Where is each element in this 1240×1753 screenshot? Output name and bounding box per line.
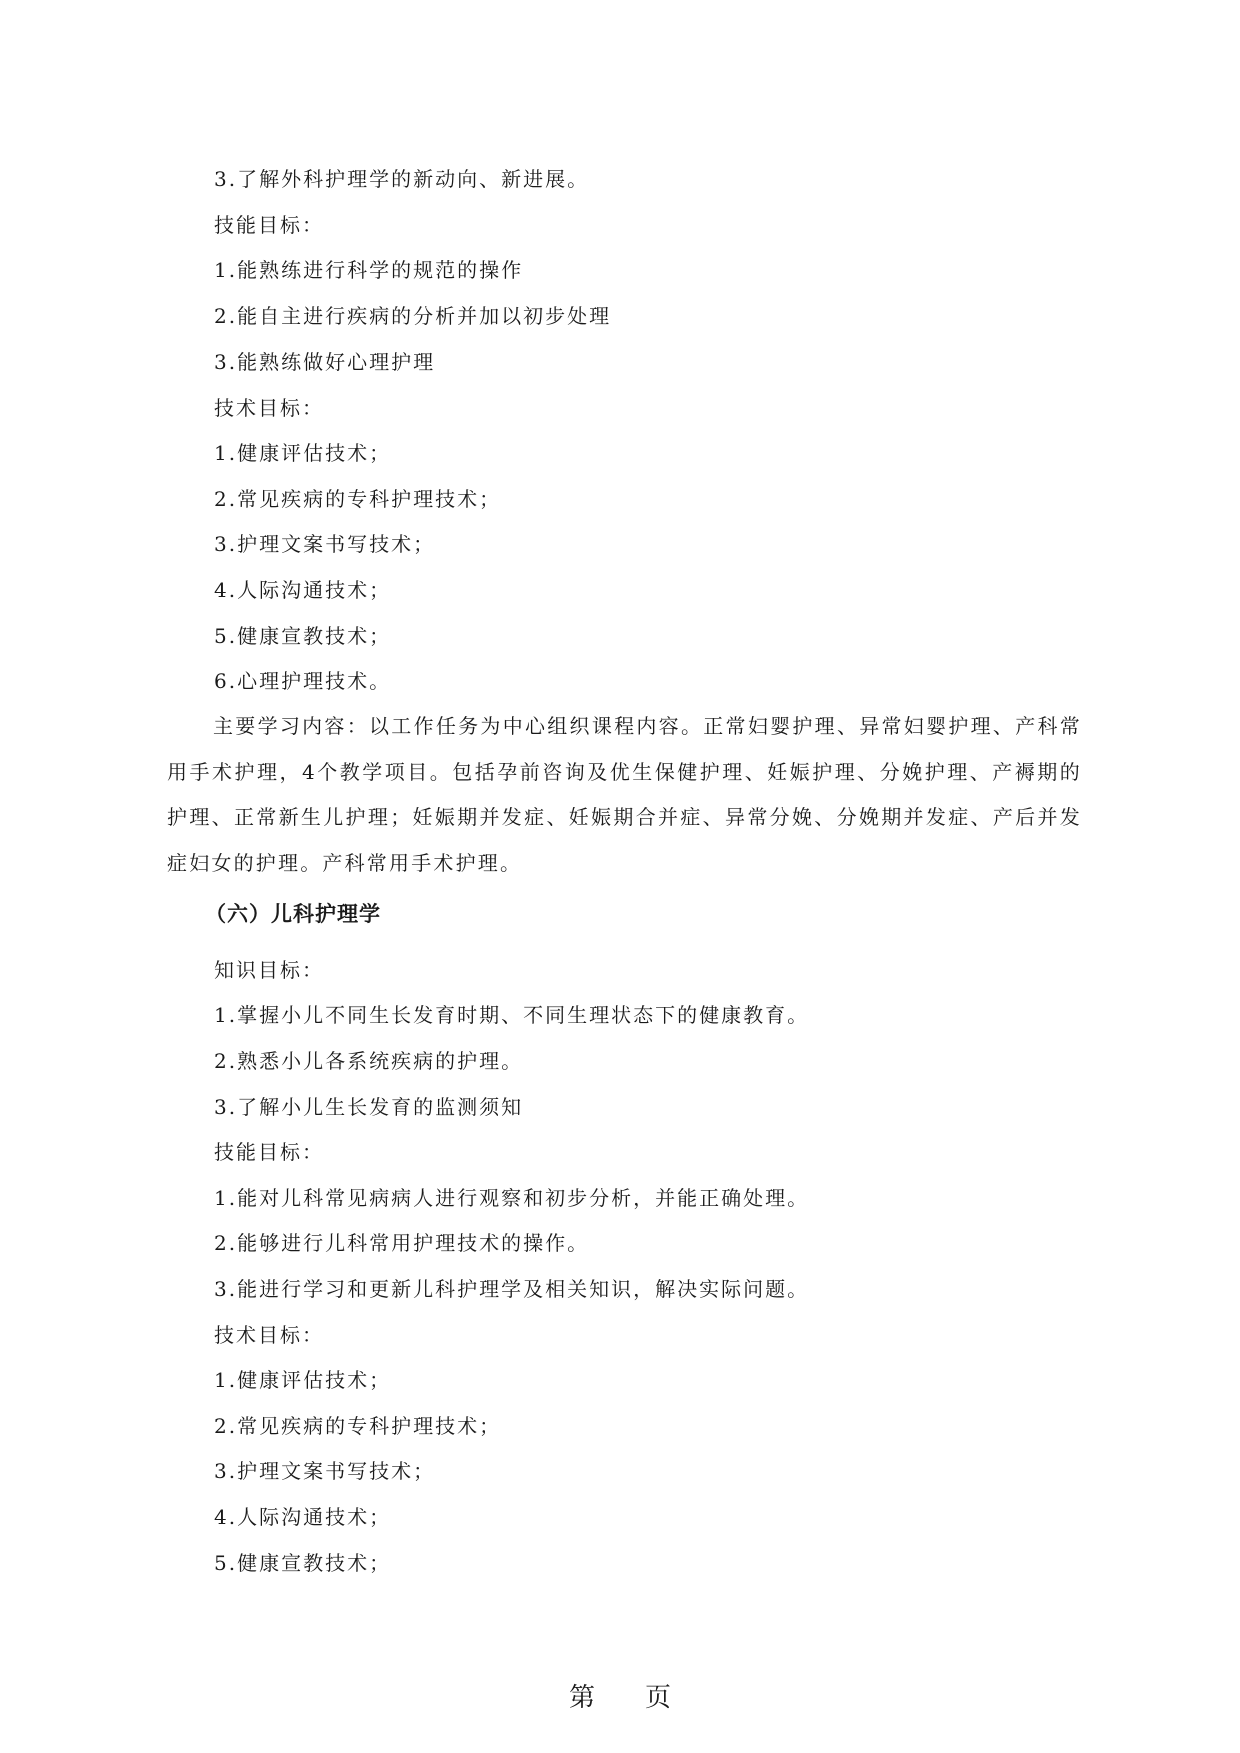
knowledge-goal-3: 3.了解小儿生长发育的监测须知 (214, 1095, 524, 1119)
pediatric-tech-goal-2: 2.常见疾病的专科护理技术； (214, 1414, 502, 1438)
pediatric-skill-goal-2: 2.能够进行儿科常用护理技术的操作。 (214, 1231, 590, 1255)
footer-ye: 页 (645, 1683, 672, 1713)
pediatric-tech-goal-4: 4.人际沟通技术； (214, 1505, 392, 1529)
tech-goal-4: 4.人际沟通技术； (214, 578, 392, 602)
pediatric-tech-goals-heading: 技术目标： (214, 1323, 324, 1347)
pediatric-tech-goal-5: 5.健康宣教技术； (214, 1551, 392, 1575)
knowledge-goal-2: 2.熟悉小儿各系统疾病的护理。 (214, 1049, 524, 1073)
pediatric-skill-goals-heading: 技能目标： (214, 1140, 324, 1164)
page-footer (0, 1683, 1240, 1713)
tech-goal-1: 1.健康评估技术； (214, 441, 392, 465)
skill-goal-1: 1.能熟练进行科学的规范的操作 (214, 258, 524, 282)
tech-goals-heading: 技术目标： (214, 396, 324, 420)
section-title-pediatric-nursing: （六）儿科护理学 (205, 902, 381, 926)
pediatric-tech-goal-1: 1.健康评估技术； (214, 1368, 392, 1392)
main-learning-content-paragraph: 主要学习内容：以工作任务为中心组织课程内容。正常妇婴护理、异常妇婴护理、产科常用手术护理，4个教学项目。包括孕前咨询及优生保健护理、妊娠护理、分娩护理、产褥期的护理、正常新生儿护理；妊娠期并发症、妊娠期合并症、异常分娩、分娩期并发症、产后并发症妇女的护理。产科常用手术护理。 (167, 714, 1082, 875)
pediatric-tech-goal-3: 3.护理文案书写技术； (214, 1459, 436, 1483)
footer-di: 第 (568, 1683, 595, 1713)
pediatric-skill-goal-1: 1.能对儿科常见病病人进行观察和初步分析，并能正确处理。 (214, 1186, 810, 1210)
skill-goal-3: 3.能熟练做好心理护理 (214, 350, 436, 374)
tech-goal-2: 2.常见疾病的专科护理技术； (214, 487, 502, 511)
skill-goals-heading: 技能目标： (214, 213, 324, 237)
tech-goal-6: 6.心理护理技术。 (214, 669, 392, 693)
tech-goal-5: 5.健康宣教技术； (214, 624, 392, 648)
tech-goal-3: 3.护理文案书写技术； (214, 532, 436, 556)
knowledge-goal-1: 1.掌握小儿不同生长发育时期、不同生理状态下的健康教育。 (214, 1003, 810, 1027)
surgical-goal-3: 3.了解外科护理学的新动向、新进展。 (214, 167, 590, 191)
knowledge-goals-heading: 知识目标： (214, 958, 324, 982)
skill-goal-2: 2.能自主进行疾病的分析并加以初步处理 (214, 304, 612, 328)
pediatric-skill-goal-3: 3.能进行学习和更新儿科护理学及相关知识，解决实际问题。 (214, 1277, 810, 1301)
